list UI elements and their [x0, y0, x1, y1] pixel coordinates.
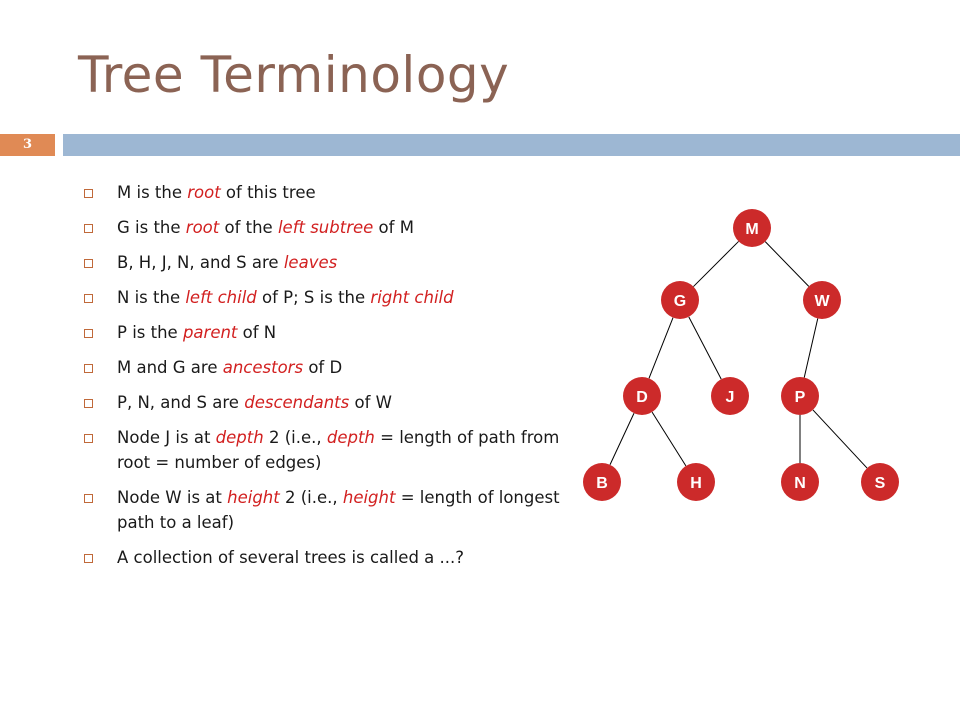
bullet-text: 2 (i.e.,	[279, 488, 343, 507]
bullet-item	[83, 285, 583, 310]
bullet-text: A collection of several trees is called a ...?	[117, 548, 465, 567]
bullet-marker-icon	[84, 294, 93, 303]
tree-node-label: D	[636, 389, 648, 406]
highlighted-term: height	[227, 488, 280, 507]
tree-edge-m-w	[765, 242, 809, 287]
bullet-text: B, H, J, N, and S are	[117, 253, 284, 272]
tree-node-label: J	[725, 389, 735, 406]
tree-node-h	[677, 463, 715, 501]
bullet-item	[83, 485, 583, 535]
tree-edge-w-p	[804, 319, 818, 378]
tree-node-b	[583, 463, 621, 501]
bullet-text: = length of path from root = number of edges)	[117, 428, 560, 472]
bullet-text: Node J is at	[117, 428, 216, 447]
bullet-text: of P; S is the	[256, 288, 371, 307]
bullet-text: of W	[349, 393, 392, 412]
bullet-marker-icon	[84, 259, 93, 268]
tree-node-label: S	[874, 475, 886, 492]
tree-node-m	[733, 209, 771, 247]
bullet-item	[83, 355, 583, 380]
bullet-text: of the	[219, 218, 278, 237]
tree-node-label: H	[690, 475, 702, 492]
highlighted-term: descendants	[244, 393, 350, 412]
highlighted-term: left child	[185, 288, 257, 307]
tree-edge-g-j	[689, 317, 721, 379]
bullet-text: of M	[373, 218, 414, 237]
tree-node-s	[861, 463, 899, 501]
bullet-item	[83, 545, 583, 570]
bullet-item	[83, 320, 583, 345]
highlighted-term: leaves	[283, 253, 338, 272]
highlighted-term: parent	[182, 323, 238, 342]
tree-node-j	[711, 377, 749, 415]
tree-node-g	[661, 281, 699, 319]
bullet-text: P, N, and S are	[117, 393, 245, 412]
highlighted-term: root	[185, 218, 220, 237]
tree-edge-d-b	[610, 413, 634, 465]
bullet-text: of this tree	[220, 183, 316, 202]
bullet-item	[83, 390, 583, 415]
bullet-text: G is the	[117, 218, 186, 237]
tree-edge-p-s	[813, 410, 867, 468]
bullet-text: M and G are	[117, 358, 223, 377]
bullet-marker-icon	[84, 399, 93, 408]
tree-node-w	[803, 281, 841, 319]
bullet-text: Node W is at	[117, 488, 228, 507]
bullet-text: P is the	[117, 323, 183, 342]
highlighted-term: root	[187, 183, 221, 202]
header-bar	[63, 134, 960, 156]
bullet-text: = length of longest path to a leaf)	[117, 488, 560, 532]
tree-diagram	[560, 195, 920, 525]
bullet-text: of D	[303, 358, 343, 377]
bullet-marker-icon	[84, 434, 93, 443]
bullet-marker-icon	[84, 494, 93, 503]
bullet-marker-icon	[84, 554, 93, 563]
bullet-marker-icon	[84, 189, 93, 198]
highlighted-term: depth	[215, 428, 264, 447]
bullet-marker-icon	[84, 224, 93, 233]
highlighted-term: right child	[370, 288, 454, 307]
tree-node-label: G	[673, 293, 687, 310]
tree-node-label: M	[745, 221, 759, 238]
bullet-list	[83, 180, 583, 580]
tree-node-d	[623, 377, 661, 415]
bullet-text: N is the	[117, 288, 186, 307]
bullet-item	[83, 425, 583, 475]
slide-number: 3	[0, 134, 55, 156]
tree-edge-g-d	[649, 318, 673, 379]
bullet-item	[83, 180, 583, 205]
highlighted-term: depth	[326, 428, 375, 447]
bullet-text: M is the	[117, 183, 188, 202]
tree-edge-d-h	[652, 412, 686, 466]
tree-node-label: N	[794, 475, 806, 492]
highlighted-term: ancestors	[222, 358, 304, 377]
bullet-marker-icon	[84, 329, 93, 338]
bullet-text: 2 (i.e.,	[263, 428, 327, 447]
highlighted-term: left subtree	[277, 218, 374, 237]
bullet-item	[83, 250, 583, 275]
bullet-text: of N	[237, 323, 277, 342]
highlighted-term: height	[342, 488, 396, 507]
tree-edge-m-g	[693, 241, 738, 286]
tree-node-label: P	[794, 389, 806, 406]
tree-node-label: B	[596, 475, 608, 492]
bullet-item	[83, 215, 583, 240]
slide-title: Tree Terminology	[78, 46, 510, 104]
tree-node-p	[781, 377, 819, 415]
bullet-marker-icon	[84, 364, 93, 373]
tree-node-label: W	[814, 293, 830, 310]
tree-node-n	[781, 463, 819, 501]
